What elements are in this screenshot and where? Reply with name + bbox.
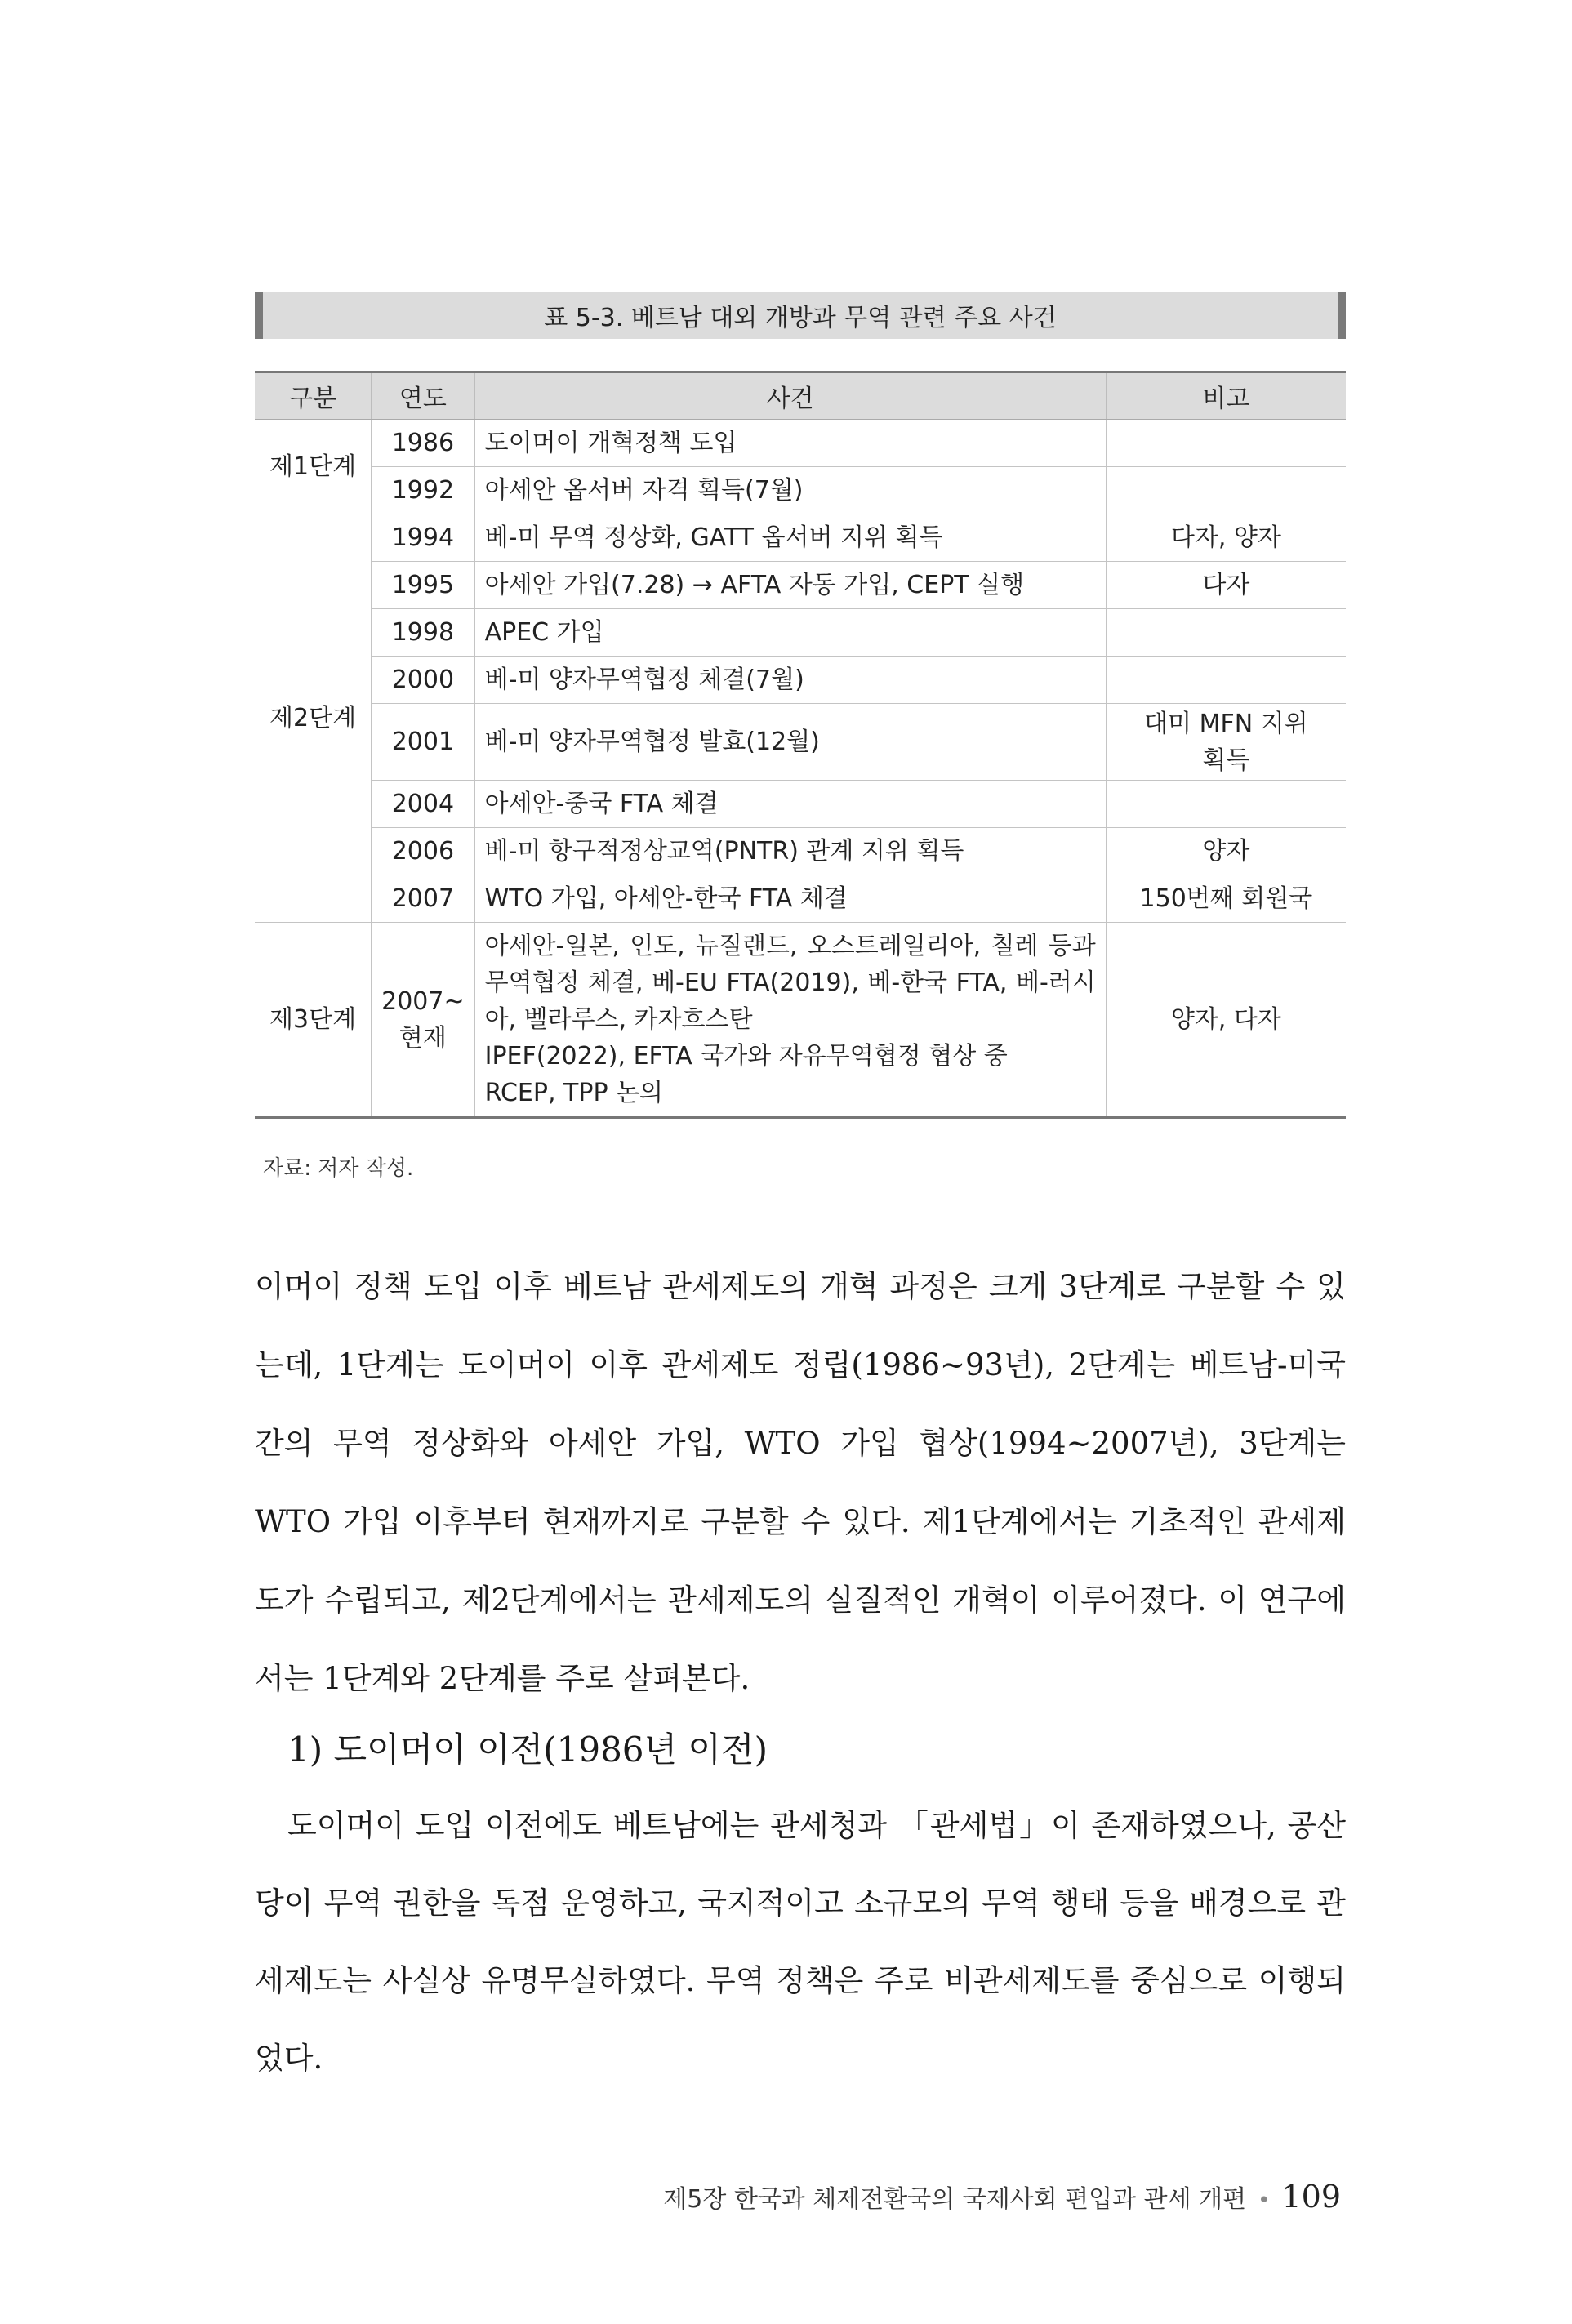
table-row (255, 420, 1346, 467)
year-cell: 1998 (372, 609, 474, 657)
event-cell: 베-미 양자무역협정 발효(12월) (474, 704, 1106, 781)
note-cell: 양자 (1106, 828, 1346, 875)
note-cell: 150번째 회원국 (1106, 875, 1346, 923)
year-line: 현재 (399, 1023, 447, 1053)
note-cell (1106, 467, 1346, 514)
year-cell: 2006 (372, 828, 474, 875)
table-row (255, 923, 1346, 1118)
section-heading: 1) 도이머이 이전(1986년 이전) (287, 1730, 768, 1770)
event-line: IPEF(2022), EFTA 국가와 자유무역협정 협상 중 (484, 1042, 1008, 1071)
table-row (255, 875, 1346, 923)
table-row (255, 704, 1346, 781)
table-caption (255, 292, 1346, 339)
event-cell (474, 923, 1106, 1118)
year-cell: 1992 (372, 467, 474, 514)
table-row (255, 657, 1346, 704)
header-stage: 구분 (255, 372, 372, 420)
event-cell: 아세안-중국 FTA 체결 (474, 781, 1106, 828)
stage-cell-2: 제2단계 (255, 514, 372, 923)
body-paragraph-2: 도이머이 도입 이전에도 베트남에는 관세청과 「관세법」이 존재하였으나, 공산당이 무역 권한을 독점 운영하고, 국지적이고 소규모의 무역 행태 등을 배경으로 관세제도는 사실상 유명무실하였다. 무역 정책은 주로 비관세제도를 중심으로 이행되었다. (255, 1808, 1346, 2076)
event-cell: APEC 가입 (474, 609, 1106, 657)
note-cell (1106, 781, 1346, 828)
year-line: 2007~ (381, 986, 465, 1016)
note-cell (1106, 657, 1346, 704)
header-year: 연도 (372, 372, 474, 420)
stage-cell-1: 제1단계 (255, 420, 372, 514)
year-cell: 2004 (372, 781, 474, 828)
table-row (255, 781, 1346, 828)
year-cell: 1995 (372, 562, 474, 609)
table-header-row (255, 372, 1346, 420)
note-cell: 다자 (1106, 562, 1346, 609)
year-cell: 1986 (372, 420, 474, 467)
year-cell: 2007 (372, 875, 474, 923)
stage-cell-3: 제3단계 (255, 923, 372, 1118)
note-cell: 양자, 다자 (1106, 923, 1346, 1118)
event-cell: 베-미 항구적정상교역(PNTR) 관계 지위 획득 (474, 828, 1106, 875)
event-cell: 아세안 가입(7.28) → AFTA 자동 가입, CEPT 실행 (474, 562, 1106, 609)
table-caption-text: 표 5-3. 베트남 대외 개방과 무역 관련 주요 사건 (544, 304, 1057, 332)
table-source: 자료: 저자 작성. (263, 1156, 414, 1181)
body-paragraph-1: 이머이 정책 도입 이후 베트남 관세제도의 개혁 과정은 크게 3단계로 구분할 수 있는데, 1단계는 도이머이 이후 관세제도 정립(1986~93년), 2단계는 베트남-미국 간의 무역 정상화와 아세안 가입, WTO 가입 협상(1994~2007년), 3단계는 WTO 가입 이후부터 현재까지로 구분할 수 있다. 제1단계에서는 기초적인 관세제도가 수립되고, 제2단계에서는 관세제도의 실질적인 개혁이 이루어졌다. 이 연구에서는 1단계와 2단계를 주로 살펴본다. (255, 1269, 1346, 1696)
event-cell: WTO 가입, 아세안-한국 FTA 체결 (474, 875, 1106, 923)
table-row (255, 828, 1346, 875)
table-row (255, 467, 1346, 514)
event-cell: 도이머이 개혁정책 도입 (474, 420, 1106, 467)
year-cell (372, 923, 474, 1118)
table-row (255, 609, 1346, 657)
page-footer (663, 2179, 1341, 2215)
event-line: RCEP, TPP 논의 (484, 1079, 664, 1107)
event-line: 아세안-일본, 인도, 뉴질랜드, 오스트레일리아, 칠레 등과 무역협정 체결, 베-EU FTA(2019), 베-한국 FTA, 베-러시아, 벨라루스, 카자흐스탄 (484, 932, 1096, 1034)
footer-chapter-title: 제5장 한국과 체제전환국의 국제사회 편입과 관세 개편 (663, 2185, 1247, 2214)
event-cell: 아세안 옵서버 자격 획득(7월) (474, 467, 1106, 514)
event-cell: 베-미 무역 정상화, GATT 옵서버 지위 획득 (474, 514, 1106, 562)
header-event: 사건 (474, 372, 1106, 420)
note-cell (1106, 609, 1346, 657)
header-note: 비고 (1106, 372, 1346, 420)
year-cell: 2000 (372, 657, 474, 704)
year-cell: 2001 (372, 704, 474, 781)
year-cell: 1994 (372, 514, 474, 562)
table-row (255, 514, 1346, 562)
events-table (255, 371, 1346, 1119)
table-row (255, 562, 1346, 609)
note-cell: 대미 MFN 지위 획득 (1106, 704, 1346, 781)
note-cell: 다자, 양자 (1106, 514, 1346, 562)
page-number: 109 (1281, 2179, 1341, 2215)
note-cell (1106, 420, 1346, 467)
event-cell: 베-미 양자무역협정 체결(7월) (474, 657, 1106, 704)
footer-bullet: • (1258, 2188, 1271, 2213)
